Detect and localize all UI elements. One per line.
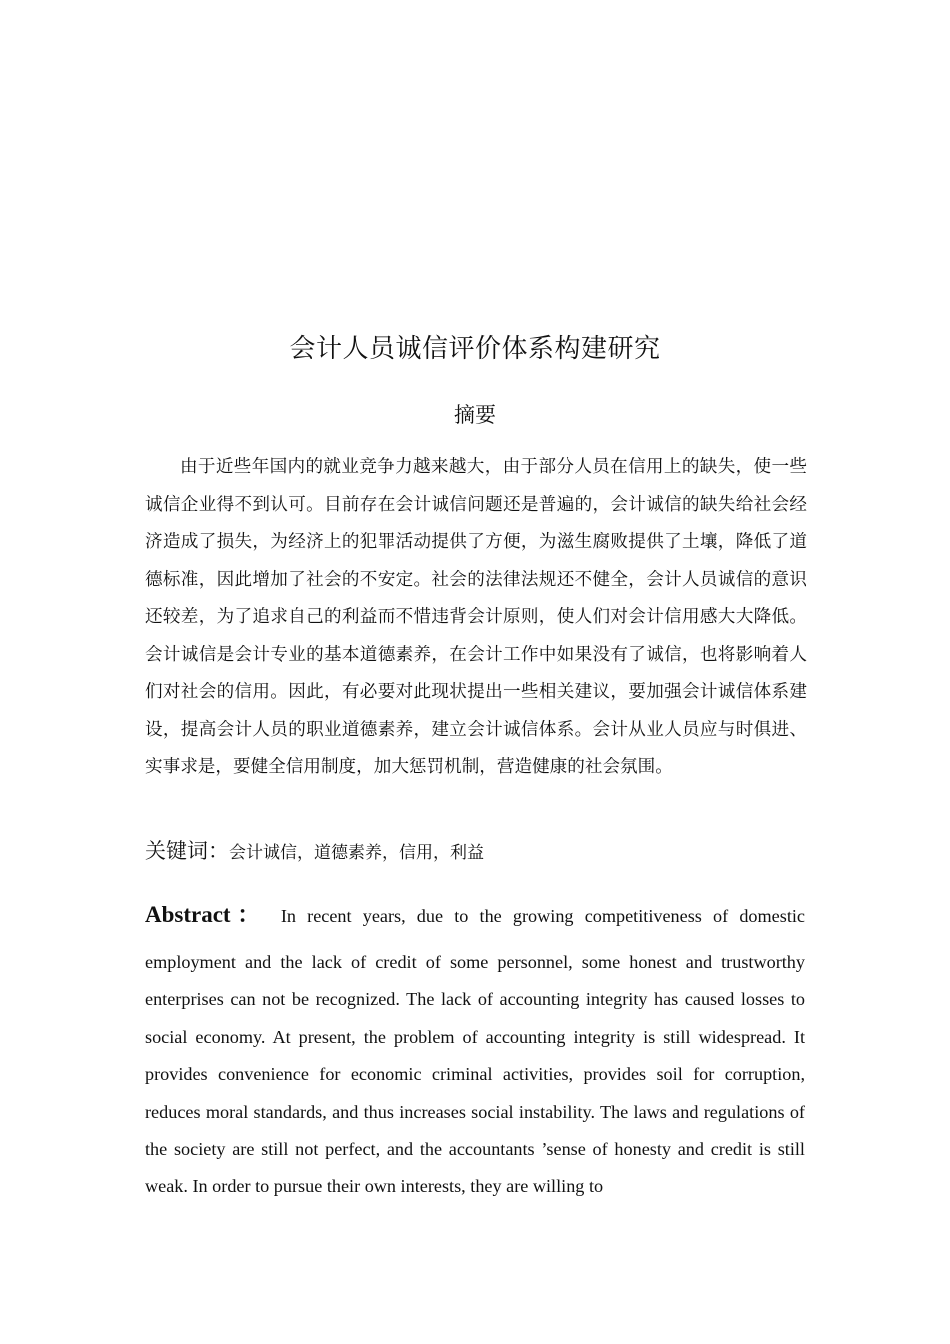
keywords-line	[145, 833, 807, 871]
abstract-en-first-line	[145, 896, 805, 935]
abstract-heading-zh: 摘要	[454, 403, 496, 427]
paper-title: 会计人员诚信评价体系构建研究	[289, 334, 661, 364]
abstract-label-en: Abstract：	[145, 902, 267, 927]
keywords-text: 会计诚信，道德素养，信用，利益	[229, 843, 484, 863]
abstract-body-zh: 由于近些年国内的就业竞争力越来越大，由于部分人员在信用上的缺失，使一些诚信企业得不到认可。目前存在会计诚信问题还是普遍的，会计诚信的缺失给社会经济造成了损失，为经济上的犯罪活动提供了方便，为滋生腐败提供了土壤，降低了道德标准，因此增加了社会的不安定。社会的法律法规还不健全，会计人员诚信的意识还较差，为了追求自己的利益而不惜违背会计原则，使人们对会计信用感大大降低。会计诚信是会计专业的基本道德素养，在会计工作中如果没有了诚信，也将影响着人们对社会的信用。因此，有必要对此现状提出一些相关建议，要加强会计诚信体系建设，提高会计人员的职业道德素养，建立会计诚信体系。会计从业人员应与时俱进、实事求是，要健全信用制度，加大惩罚机制，营造健康的社会氛围。	[145, 457, 807, 777]
keywords-label: 关键词：	[145, 839, 229, 863]
abstract-en-rest: employment and the lack of credit of some personnel, some honest and trustworthy enterprises can not be recognized. The lack of accounting integrity has caused losses to social economy. At present, the problem of accounting integrity is still widespread. It provides convenience for economic criminal activities, provides soil for corruption, reduces moral standards, and thus increases social instability. The laws and regulations of the society are still not perfect, and the accountants ’sense of honesty and credit is still weak. In order to pursue their own interests, they are willing to	[145, 952, 805, 1197]
abstract-en-first-text: In recent years, due to the growing competitiveness of domestic	[280, 906, 806, 926]
abstract-body-en	[145, 896, 805, 1206]
